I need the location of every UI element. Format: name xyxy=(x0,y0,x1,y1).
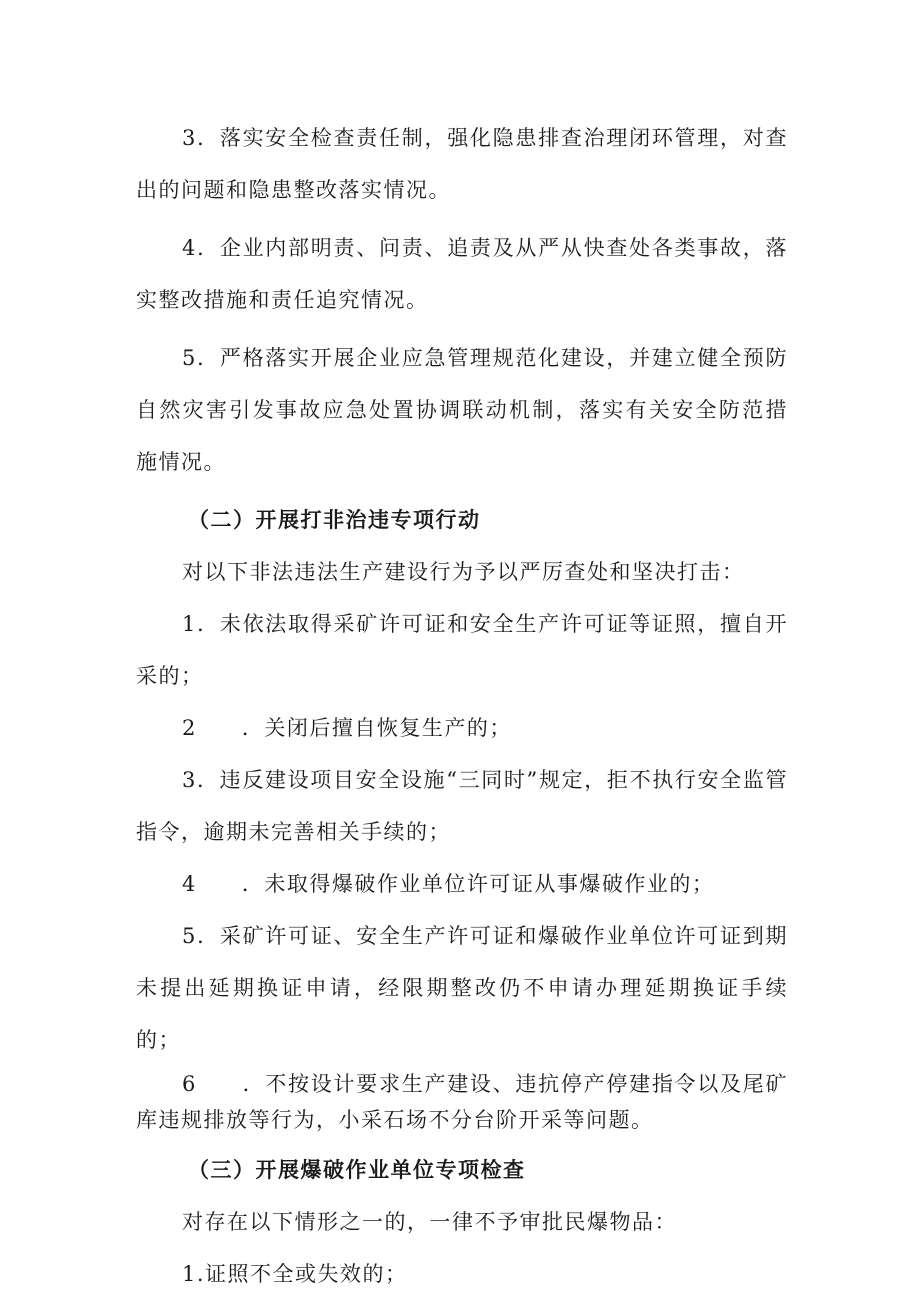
paragraph-item-3: 3．落实安全检查责任制，强化隐患排查治理闭环管理，对查出的问题和隐患整改落实情况。 xyxy=(136,126,788,202)
section-heading-2: （二）开展打非治违专项行动 xyxy=(188,508,481,532)
list-item-1: 1．未依法取得采矿许可证和安全生产许可证等证照，擅自开采的； xyxy=(136,612,788,688)
list-item-t1: 1.证照不全或失效的； xyxy=(182,1262,408,1286)
paragraph-item-5: 5．严格落实开展企业应急管理规范化建设，并建立健全预防自然灾害引发事故应急处置协调联动机制，落实有关安全防范措施情况。 xyxy=(136,346,788,474)
list-item-3: 3．违反建设项目安全设施“三同时”规定，拒不执行安全监管指令，逾期未完善相关手续的； xyxy=(136,768,788,844)
list-item-4: 4 ．未取得爆破作业单位许可证从事爆破作业的； xyxy=(182,872,715,896)
list-item-2: 2 ．关闭后擅自恢复生产的； xyxy=(182,716,512,740)
list-item-5: 5．采矿许可证、安全生产许可证和爆破作业单位许可证到期未提出延期换证申请，经限期整改仍不申请办理延期换证手续的； xyxy=(136,924,788,1052)
list-item-6: 6 ．不按设计要求生产建设、违抗停产停建指令以及尾矿库违规排放等行为，小采石场不分台阶开采等问题。 xyxy=(136,1072,788,1132)
section-heading-3: （三）开展爆破作业单位专项检查 xyxy=(188,1158,526,1182)
section-intro-2: 对以下非法违法生产建设行为予以严厉查处和坚决打击： xyxy=(182,560,745,584)
paragraph-item-4: 4．企业内部明责、问责、追责及从严从快查处各类事故，落实整改措施和责任追究情况。 xyxy=(136,236,788,312)
section-intro-3: 对存在以下情形之一的，一律不予审批民爆物品： xyxy=(182,1210,677,1234)
